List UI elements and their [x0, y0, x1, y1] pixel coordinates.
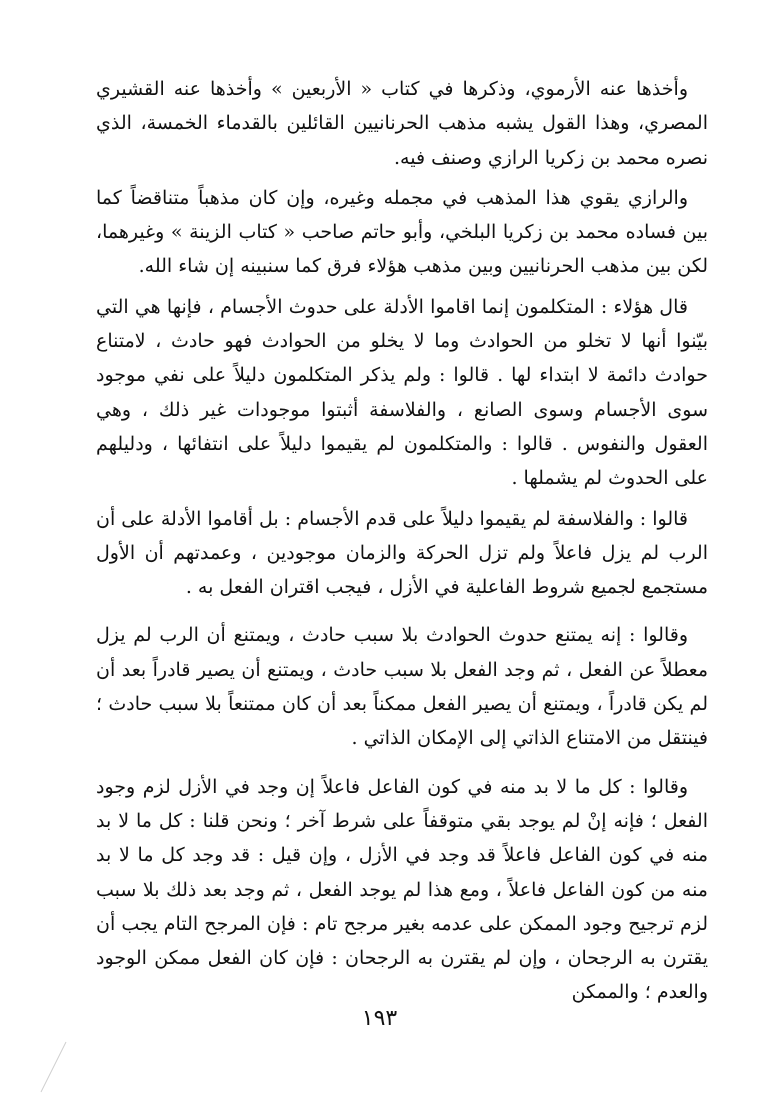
paragraph-2: والرازي يقوي هذا المذهب في مجمله وغيره، وإن كان مذهباً متناقضاً كما بين فساده محمد بن زكريا البلخي، وأبو حاتم صاحب « كتاب الزينة » وغيرهما، لكن بين مذهب الحرنانيين وبين مذهب هؤلاء فرق كما سنبينه إن شاء الله.	[96, 186, 708, 278]
paragraph-4: قالوا : والفلاسفة لم يقيموا دليلاً على قدم الأجسام : بل أقاموا الأدلة على أن الرب لم يزل فاعلاً ولم تزل الحركة والزمان موجودين ، وعمدتهم أن الأول مستجمع لجميع شروط الفاعلية في الأزل ، فيجب اقتران الفعل به .	[96, 507, 708, 599]
paragraph-5: وقالوا : إنه يمتنع حدوث الحوادث بلا سبب حادث ، ويمتنع أن الرب لم يزل معطلاً عن الفعل ، ثم وجد الفعل بلا سبب حادث ، ويمتنع أن يصير قادراً بعد أن لم يكن قادراً ، ويمتنع أن يصير الفعل ممكناً بعد أن كان ممتنعاً بلا سبب حادث ؛ فينتقل من الامتناع الذاتي إلى الإمكان الذاتي .	[96, 624, 708, 750]
paragraph-3: قال هؤلاء : المتكلمون إنما اقاموا الأدلة على حدوث الأجسام ، فإنها هي التي بيّنوا أنها لا تخلو من الحوادث وما لا يخلو من الحوادث فهو حادث ، لامتناع حوادث دائمة لا ابتداء لها . قالوا : ولم يذكر المتكلمون دليلاً على نفي موجود سوى الأجسام وسوى الصانع ، والفلاسفة أثبتوا موجودات غير ذلك ، وهي العقول والنفوس . قالوا : والمتكلمون لم يقيموا دليلاً على انتفائها ، ودليلهم على الحدوث لم يشملها .	[96, 295, 708, 490]
body-text	[96, 72, 708, 1016]
paragraph-6: وقالوا : كل ما لا بد منه في كون الفاعل فاعلاً إن وجد في الأزل لزم وجود الفعل ؛ فإنه إنْ لم يوجد بقي متوقفاً على شرط آخر ؛ ونحن قلنا : كل ما لا بد منه في كون الفاعل فاعلاً قد وجد في الأزل ، وإن قيل : قد وجد كل ما لا بد منه من كون الفاعل فاعلاً ، ومع هذا لم يوجد الفعل ، ثم وجد بعد ذلك بلا سبب لزم ترجيح وجود الممكن على عدمه بغير مرجح تام : فإن المرجح التام يجب أن يقترن به الرجحان ، وإن لم يقترن به الرجحان : فإن كان الفعل ممكن الوجود والعدم ؛ والممكن	[96, 775, 708, 1004]
paragraph-1: وأخذها عنه الأرموي، وذكرها في كتاب « الأربعين » وأخذها عنه القشيري المصري، وهذا القول يشبه مذهب الحرنانيين القائلين بالقدماء الخمسة، الذي نصره محمد بن زكريا الرازي وصنف فيه.	[96, 78, 708, 169]
page-number: ١٩٣	[361, 1006, 398, 1031]
scan-line-mark	[38, 1040, 68, 1095]
